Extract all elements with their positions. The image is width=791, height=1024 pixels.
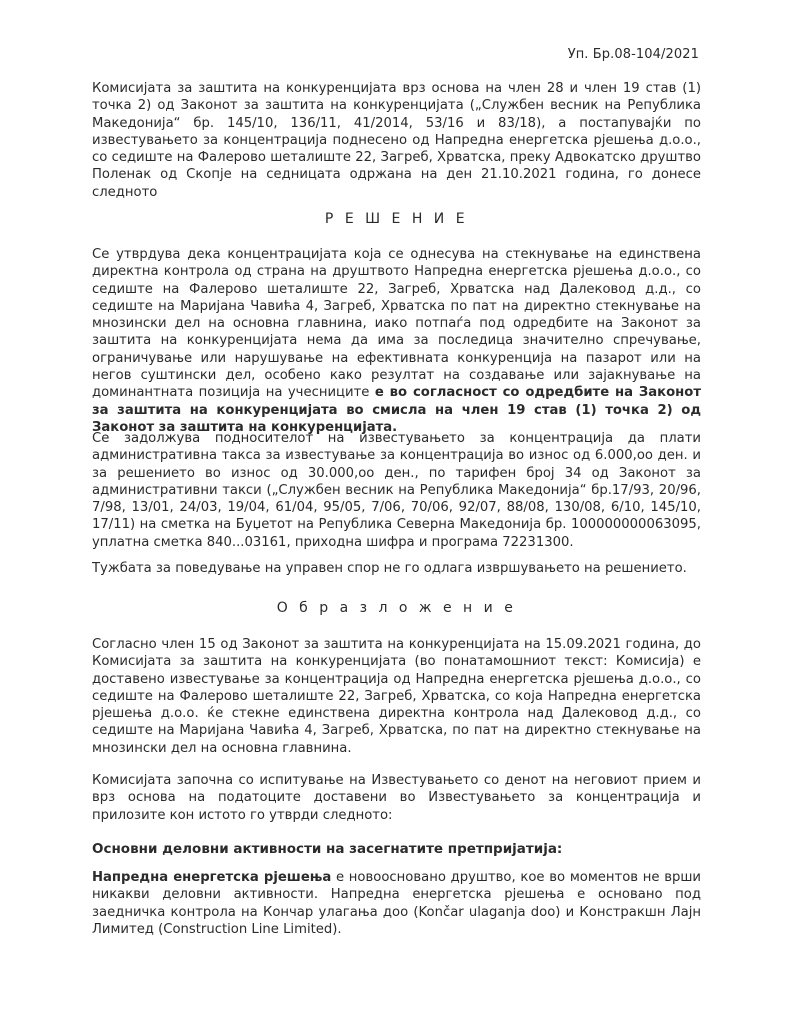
reasoning-heading: О б р а з л о ж е н и е	[276, 600, 517, 616]
reasoning-paragraph-2: Комисијата започна со испитување на Известувањето со денот на неговиот прием и врз основа на податоците доставени во Известувањето за концентрација и прилозите кон истото го утврди следното:	[92, 773, 701, 823]
reference-number: Уп. Бр.08-104/2021	[567, 47, 699, 62]
decision-paragraph-1	[92, 246, 701, 436]
activity-paragraph	[92, 869, 701, 938]
decision-heading: Р Е Ш Е Н И Е	[324, 211, 469, 227]
section-subheading: Основни деловни активности на засегнатите претпријатија:	[92, 841, 563, 857]
decision-paragraph-1-text: Се утврдува дека концентрацијата која се однесува на стекнување на единствена директна контрола од страна на друштвото Напредна енергетска рјешења д.о.о., со седиште на Фалерово шеталиште 22, Загреб, Хрватска над Далековод д.д., со седиште на Маријана Чавића 4, Загреб, Хрватска по пат на директно стекнување на мнозински дел на основна главнина, иако потпаѓа под одредбите на Законот за заштита на конкуренцијата нема да има за последица значително спречување, ограничување или нарушување на ефективната конкуренција на пазарот или на негов суштински дел, особено како резултат на создавање или зајакнување на доминантната позиција на учесниците	[92, 247, 701, 401]
activity-text: е новоосновано друштво, кое во моментов не врши никакви деловни активности. Напредна енергетска рјешења е основано под заедничка контрола на Кончар улагања доо (Končar ulaganja doo) и Констракшн Лајн Лимитед (Construction Line Limited).	[92, 870, 701, 937]
decision-paragraph-2: Се задолжува подносителот на известувањето за концентрација да плати административна такса за известување за концентрација во износ од 6.000,oo ден. и за решението во износ од 30.000,oo ден., по тарифен број 34 од Законот за административни такси („Службен весник на Република Македонија“ бр.17/93, 20/96, 7/98, 13/01, 24/03, 19/04, 61/04, 95/05, 7/06, 70/06, 92/07, 88/08, 130/08, 6/10, 145/10, 17/11) на сметка на Буџетот на Република Северна Македонија бр. 100000000063095, уплатна сметка 840...03161, приходна шифра и програма 72231300.	[92, 431, 701, 550]
decision-paragraph-3: Тужбата за поведување на управен спор не го одлага извршувањето на решението.	[92, 561, 687, 576]
intro-paragraph: Комисијата за заштита на конкуренцијата врз основа на член 28 и член 19 став (1) точка 2) од Законот за заштита на конкуренцијата („Службен весник на Република Македонија“ бр. 145/10, 136/11, 41/2014, 53/16 и 83/18), а постапувајќи по известувањето за концентрација поднесено од Напредна енергетска рјешења д.о.о., со седиште на Фалерово шеталиште 22, Загреб, Хрватска, преку Адвокатско друштво Поленак од Скопје на седницата одржана на ден 21.10.2021 година, го донесе следното	[92, 81, 701, 200]
decision-paragraph-1-bold: е во согласност со одредбите на Законот за заштита на конкуренцијата во смисла на член 19 став (1) точка 2) од Законот за заштита на конкуренцијата.	[92, 385, 701, 435]
reasoning-paragraph-1: Согласно член 15 од Законот за заштита на конкуренцијата на 15.09.2021 година, до Комисијата за заштита на конкуренцијата (во понатамошниот текст: Комисија) е доставено известување за концентрација од Напредна енергетска рјешења д.о.о., со седиште на Фалерово шеталиште 22, Загреб, Хрватска, со која Напредна енергетска рјешења д.о.о. ќе стекне единствена директна контрола над Далековод д.д., со седиште на Маријана Чавића 4, Загреб, Хрватска, по пат на директно стекнување на мнозински дел на основна главнина.	[92, 637, 701, 756]
activity-company-name: Напредна енергетска рјешења	[92, 870, 332, 885]
